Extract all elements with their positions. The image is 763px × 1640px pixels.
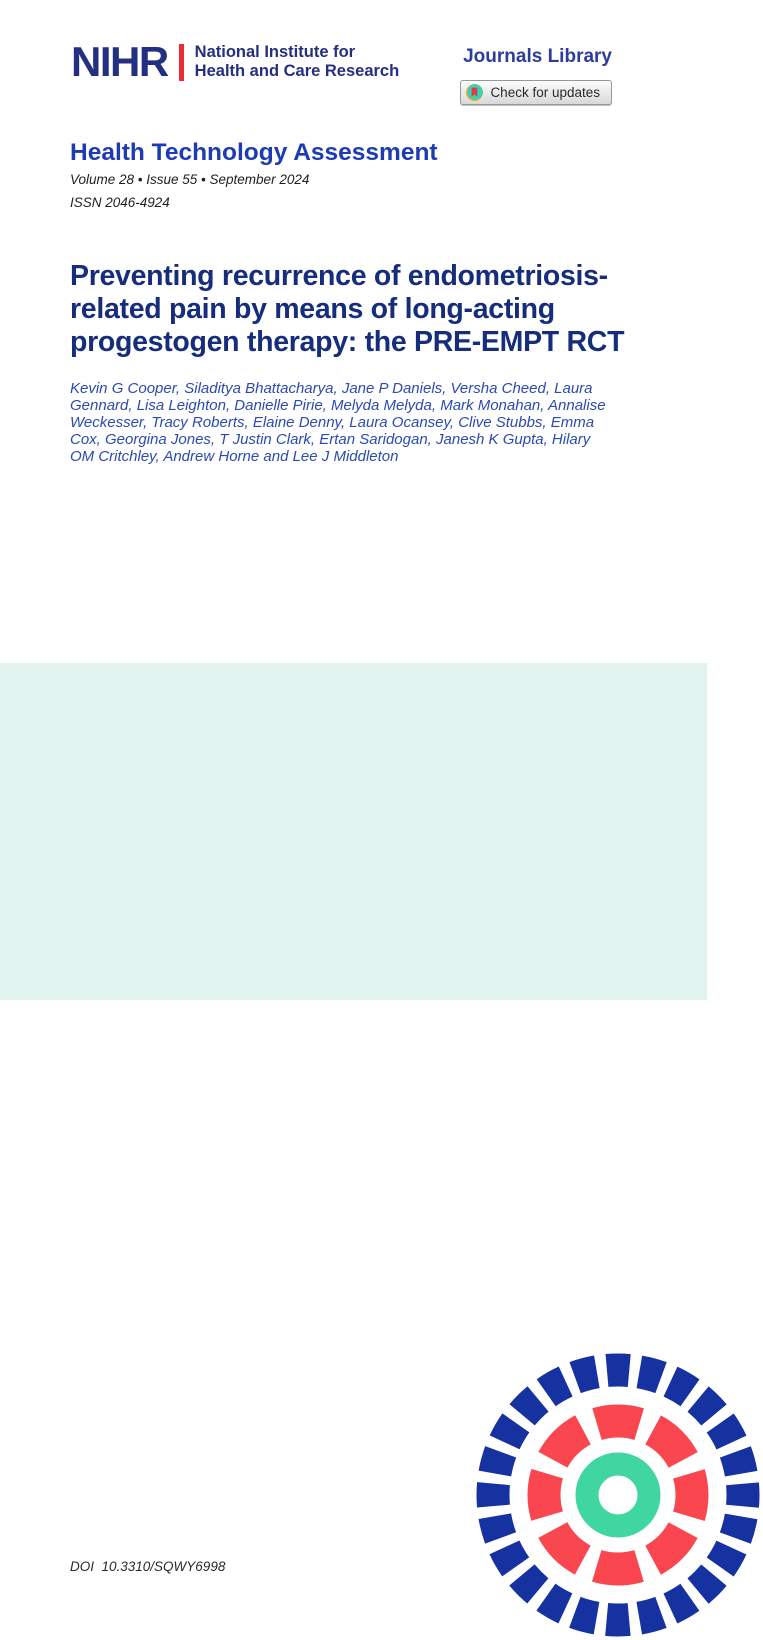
masthead-right: [460, 46, 612, 105]
nihr-tagline: [195, 43, 400, 82]
nihr-acronym: NIHR: [71, 38, 168, 85]
journals-library-link[interactable]: Journals Library: [463, 46, 612, 67]
nihr-tagline-line1: National Institute for: [194, 42, 356, 61]
check-for-updates-label: Check for updates: [490, 85, 600, 100]
logo-divider-bar: [179, 44, 184, 81]
nihr-logo[interactable]: [71, 38, 400, 85]
nihr-tagline-line2: Health and Care Research: [194, 62, 400, 80]
check-for-updates-button[interactable]: [460, 80, 612, 105]
rings-decoration: [473, 1350, 763, 1640]
footer-band: [0, 663, 707, 1574]
article-title: Preventing recurrence of endometriosis-related pain by means of long-acting progestogen therapy: the PRE-EMPT RCT: [70, 260, 625, 359]
volume-issue-date: Volume 28 • Issue 55 • September 2024: [70, 172, 310, 187]
article-authors: Kevin G Cooper, Siladitya Bhattacharya, Jane P Daniels, Versha Cheed, Laura Gennard, Lisa Leighton, Danielle Pirie, Melyda Melyda, Mark Monahan, Annalise Weckesser, Tracy Roberts, Elaine Denny, Laura Ocansey, Clive Stubbs, Emma Cox, Georgina Jones, T Justin Clark, Ertan Saridogan, Janesh K Gupta, Hilary OM Critchley, Andrew Horne and Lee J Middleton: [70, 380, 606, 465]
issn: ISSN 2046-4924: [70, 195, 170, 210]
crossmark-icon: [466, 84, 483, 101]
doi: DOI 10.3310/SQWY6998: [70, 1559, 226, 1574]
journal-title: Health Technology Assessment: [70, 139, 438, 166]
